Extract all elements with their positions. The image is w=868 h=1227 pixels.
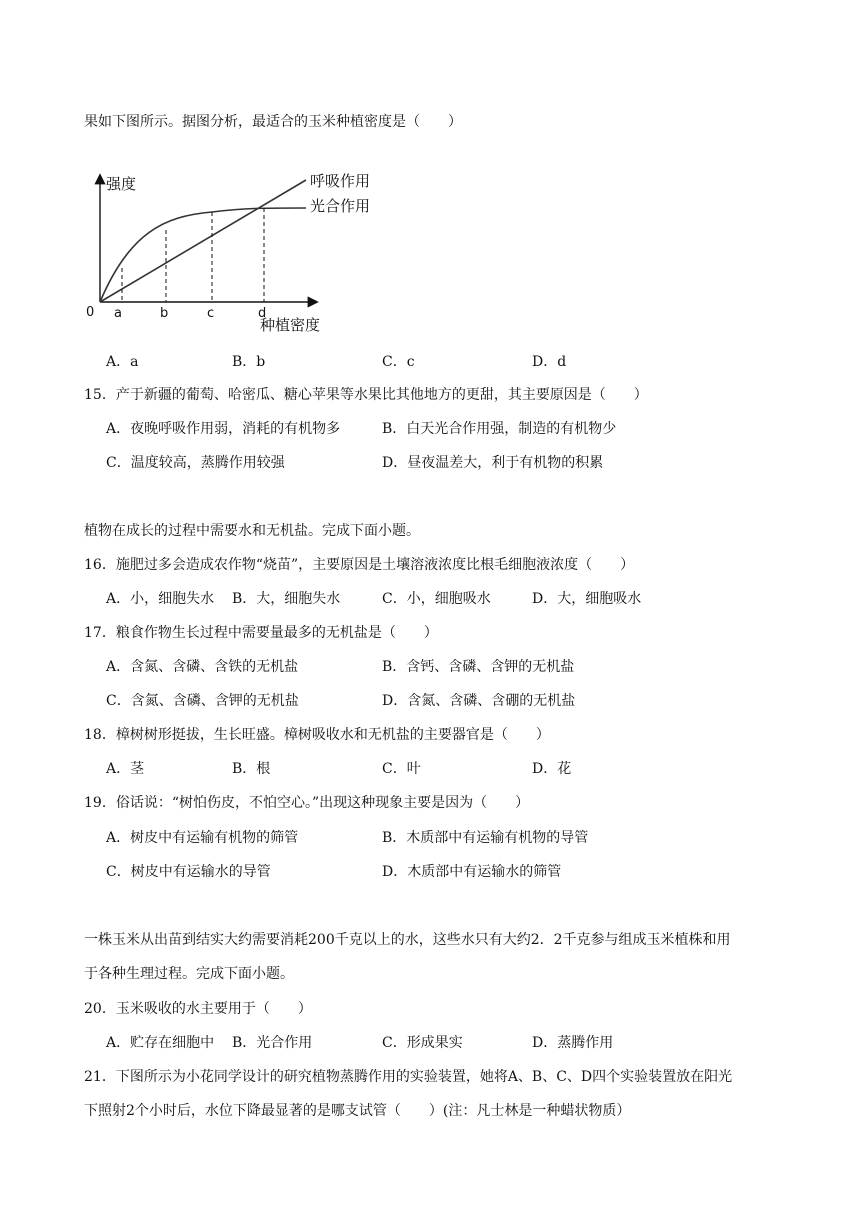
- q17-option-a[interactable]: A．含氮、含磷、含铁的无机盐: [106, 659, 299, 675]
- tick-d: d: [258, 306, 267, 321]
- q16-option-a[interactable]: A．小，细胞失水: [106, 591, 215, 607]
- q19-option-d[interactable]: D．木质部中有运输水的筛管: [382, 864, 562, 880]
- q19-option-b[interactable]: B．木质部中有运输有机物的导管: [382, 830, 589, 846]
- q17-option-c[interactable]: C．含氮、含磷、含钾的无机盐: [106, 693, 299, 709]
- photosynthesis-curve: [100, 208, 306, 302]
- q14-option-b[interactable]: B．b: [232, 354, 266, 370]
- q17-option-d[interactable]: D．含氮、含磷、含硼的无机盐: [382, 693, 576, 709]
- tick-b: b: [160, 306, 169, 321]
- q18-option-a[interactable]: A．茎: [106, 761, 145, 777]
- q18-stem: 18．樟树树形挺拔，生长旺盛。樟树吸收水和无机盐的主要器官是（ ）: [84, 727, 550, 743]
- q20-option-a[interactable]: A．贮存在细胞中: [106, 1035, 215, 1051]
- origin-label: 0: [86, 305, 95, 320]
- q18-option-d[interactable]: D．花: [532, 761, 572, 777]
- q15-option-d[interactable]: D．昼夜温差大，利于有机物的积累: [382, 455, 604, 471]
- section-intro-corn-water-line2: 于各种生理过程。完成下面小题。: [84, 966, 294, 982]
- q16-stem: 16．施肥过多会造成农作物“烧苗”，主要原因是土壤溶液浓度比根毛细胞液浓度（ ）: [84, 557, 635, 573]
- q16-option-d[interactable]: D．大，细胞吸水: [532, 591, 642, 607]
- q19-stem: 19．俗话说：“树怕伤皮，不怕空心。”出现这种现象主要是因为（ ）: [84, 795, 530, 811]
- q18-option-b[interactable]: B．根: [232, 761, 271, 777]
- q15-stem: 15．产于新疆的葡萄、哈密瓜、糖心苹果等水果比其他地方的更甜，其主要原因是（ ）: [84, 387, 648, 403]
- q20-option-b[interactable]: B．光合作用: [232, 1035, 313, 1051]
- q14-option-a[interactable]: A．a: [106, 354, 139, 370]
- section-intro-corn-water-line1: 一株玉米从出苗到结实大约需要消耗200千克以上的水，这些水只有大约2．2千克参与组成玉米植株和用: [84, 932, 731, 948]
- q16-option-b[interactable]: B．大，细胞失水: [232, 591, 341, 607]
- x-axis-label: 种植密度: [260, 316, 321, 334]
- q20-stem: 20．玉米吸收的水主要用于（ ）: [84, 1001, 312, 1017]
- respiration-line: [100, 180, 306, 302]
- q15-option-b[interactable]: B．白天光合作用强，制造的有机物少: [382, 421, 617, 437]
- tick-a: a: [114, 306, 122, 321]
- q17-stem: 17．粮食作物生长过程中需要量最多的无机盐是（ ）: [84, 625, 438, 641]
- q17-option-b[interactable]: B．含钙、含磷、含钾的无机盐: [382, 659, 575, 675]
- q14-option-d[interactable]: D．d: [532, 354, 567, 370]
- q18-option-c[interactable]: C．叶: [382, 761, 421, 777]
- q19-option-c[interactable]: C．树皮中有运输水的导管: [106, 864, 271, 880]
- respiration-label: 呼吸作用: [310, 172, 371, 190]
- q16-option-c[interactable]: C．小，细胞吸水: [382, 591, 491, 607]
- q15-option-c[interactable]: C．温度较高，蒸腾作用较强: [106, 455, 285, 471]
- q14-option-c[interactable]: C．c: [382, 354, 415, 370]
- q21-stem-line2: 下照射2个小时后，水位下降最显著的是哪支试管（ ）(注：凡士林是一种蜡状物质）: [84, 1103, 631, 1119]
- q20-option-c[interactable]: C．形成果实: [382, 1035, 463, 1051]
- q20-option-d[interactable]: D．蒸腾作用: [532, 1035, 614, 1051]
- q15-option-a[interactable]: A．夜晚呼吸作用弱，消耗的有机物多: [106, 421, 341, 437]
- density-intensity-graph: [84, 168, 384, 338]
- photosynthesis-label: 光合作用: [310, 197, 371, 215]
- y-axis-label: 强度: [106, 175, 137, 193]
- section-intro-water-minerals: 植物在成长的过程中需要水和无机盐。完成下面小题。: [84, 523, 420, 539]
- q21-stem-line1: 21．下图所示为小花同学设计的研究植物蒸腾作用的实验装置，她将A、B、C、D四个实验装置放在阳光: [84, 1069, 733, 1085]
- tick-c: c: [207, 306, 215, 321]
- q19-option-a[interactable]: A．树皮中有运输有机物的筛管: [106, 830, 299, 846]
- q14-stem-continuation: 果如下图所示。据图分析，最适合的玉米种植密度是（ ）: [84, 114, 462, 130]
